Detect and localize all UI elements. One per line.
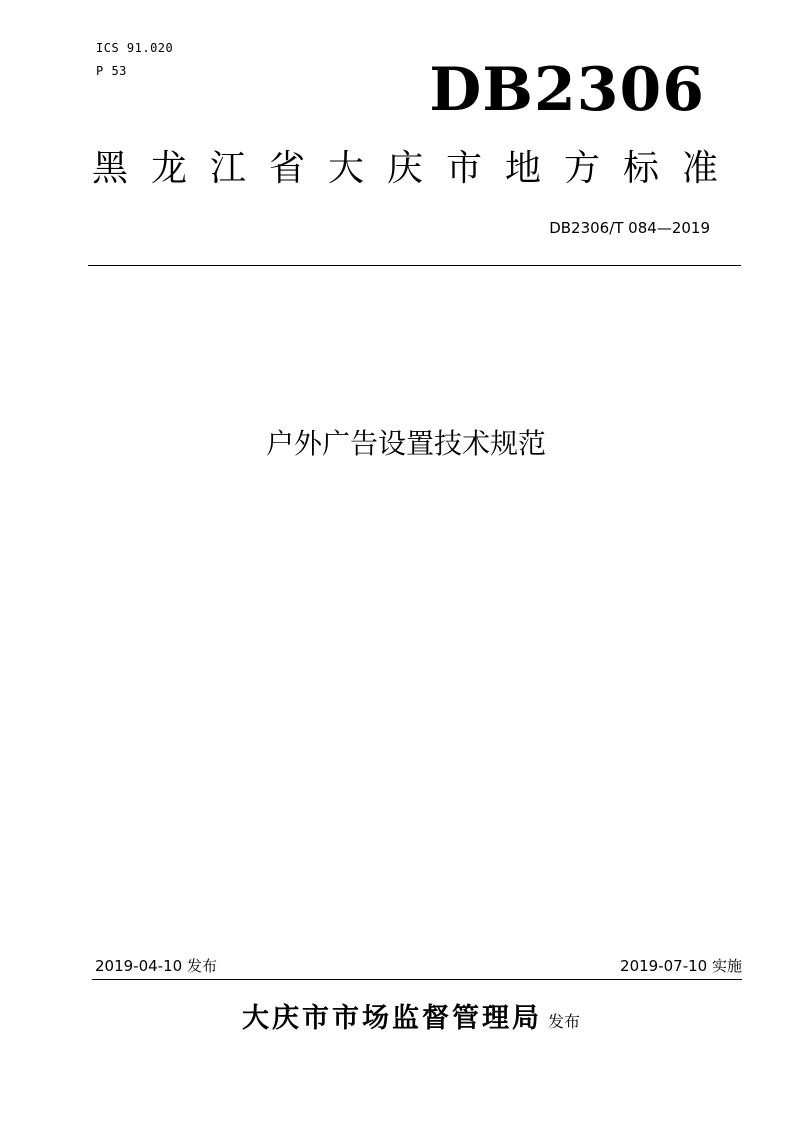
header-divider bbox=[88, 265, 741, 266]
standard-number: DB2306/T 084—2019 bbox=[549, 219, 710, 237]
ccs-code: P 53 bbox=[96, 64, 127, 78]
standard-code-db: DB2306 bbox=[429, 55, 705, 125]
footer-divider bbox=[92, 979, 742, 980]
publisher-line bbox=[0, 1001, 800, 1040]
issue-date: 2019-04-10 发布 bbox=[95, 957, 217, 975]
publisher-name: 大庆市市场监督管理局 bbox=[241, 1003, 542, 1034]
ics-code: ICS 91.020 bbox=[96, 41, 174, 55]
implementation-date: 2019-07-10 实施 bbox=[620, 957, 742, 975]
publish-label: 发布 bbox=[547, 1012, 580, 1031]
standard-type-heading: 黑龙江省大庆市地方标准 bbox=[92, 148, 742, 189]
document-title: 户外广告设置技术规范 bbox=[265, 427, 546, 460]
